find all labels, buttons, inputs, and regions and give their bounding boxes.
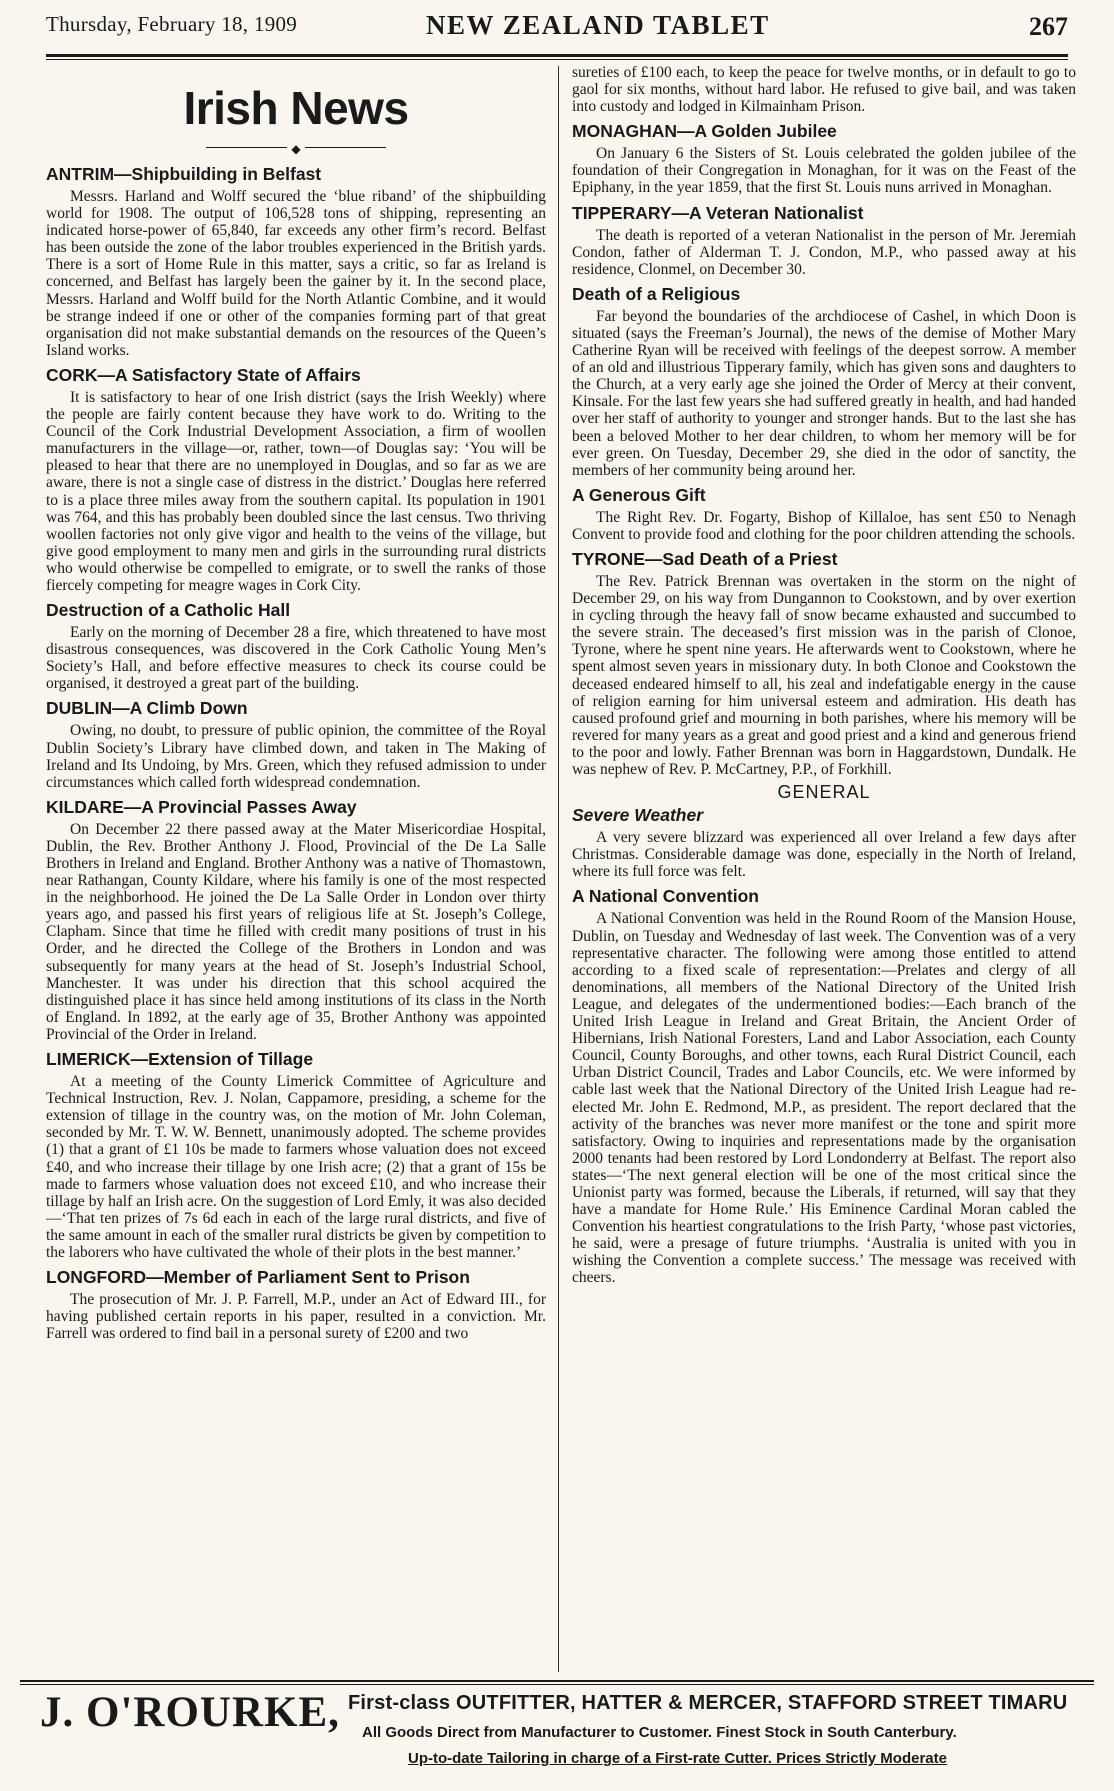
article-body: The Rev. Patrick Brennan was overtaken in the storm on the night of December 29, on his way from Dungannon to Cookstown, and by over exertion in cycling through the heavy fall of snow became exhausted and succumbed to the severe strain. The deceased’s first mission was in the parish of Clonoe, Tyrone, where he spent nine years. He afterwards went to Cookstown, where he spent almost seven years in missionary duty. In both Clonoe and Cookstown the deceased endeared himself to all, his zeal and indefatigable energy in the cause of religion earning for him universal esteem and admiration. His death has caused profound grief and mourning in both parishes, where his memory will be revered for many years as a great and good priest and a kind and generous friend to the poor and lowly. Father Brennan was born in Haggardstown, Dundalk. He was nephew of Rev. P. McCartney, P.P., of Forkhill.	[572, 572, 1076, 778]
article-body: On January 6 the Sisters of St. Louis celebrated the golden jubilee of the foundation of their Congregation in Monaghan, for it was on the Feast of the Epiphany, in the year 1859, that the first St. Louis nuns arrived in Monaghan.	[572, 145, 1076, 197]
paper-name: NEW ZEALAND TABLET	[426, 10, 770, 40]
column-divider	[558, 66, 559, 1672]
masthead-rule-thin	[46, 59, 1068, 60]
article-antrim	[46, 164, 546, 359]
article-heading: DUBLIN—A Climb Down	[46, 698, 248, 719]
title-ornament	[46, 140, 546, 154]
article-body: A National Convention was held in the Round Room of the Mansion House, Dublin, on Tuesday and Wednesday of last week. The Convention was of a very representative character. The following were among those entitled to attend according to a fixed scale of representation:—Prelates and clergy of all denominations, all members of the National Directory of the United Irish League, and delegates of the undermentioned bodies:—Each branch of the United Irish League in Ireland and Great Britain, the Ancient Order of Hibernians, Irish National Foresters, Land and Labor Association, each County Council, County Boroughs, and other towns, each Rural District Council, each Urban District Council, Trades and Labor Councils, etc. We were informed by cable last week that the National Directory of the United Irish League had re-elected Mr. John E. Redmond, M.P., as president. The report declared that the activity of the branches was never more manifest or the tone and spirit more satisfactory. Owing to inquiries and representations made by the organisation 2000 tenants had been restored by Lord Londonderry at Belfast. The report also states—‘The next general election will be one of the most critical since the Unionist party was formed, because the Liberals, if returned, will say that they have a mandate for Home Rule.’ His Eminence Cardinal Moran cabled the Convention his heartiest congratulations to the Irish Party, ‘whose past victories, he said, were a presage of future triumphs. ‘Australia is united with you in wishing the Convention a complete success.’ The message was received with cheers.	[572, 910, 1076, 1287]
page-number: 267	[1029, 12, 1068, 41]
article-tipperary	[572, 203, 1076, 278]
advertisement	[20, 1688, 1094, 1788]
article-heading: TYRONE—Sad Death of a Priest	[572, 548, 838, 569]
advert-line-3: Up-to-date Tailoring in charge of a First-rate Cutter. Prices Strictly Moderate	[408, 1750, 947, 1767]
article-limerick	[46, 1049, 546, 1261]
article-body: On December 22 there passed away at the Mater Misericordiae Hospital, Dublin, the Rev. Brother Anthony J. Flood, Provincial of the De La Salle Brothers in Ireland and England. Brother Anthony was a native of Thomastown, near Rathangan, County Kildare, where his family is one of the most respected in the neighborhood. He joined the De La Salle Order in London over thirty years ago, and passed his first years of religious life at St. Joseph’s College, Clapham. Since that time he filled with credit many positions of trust in his Order, and he directed the College of the Brothers in London and was subsequently for many years at the head of St. Joseph’s Industrial School, Manchester. It was under his direction that this school acquired the distinguished place it has since held among institutions of its class in the North of England. In 1892, at the early age of 35, Brother Anthony was appointed Provincial of the Order in Ireland.	[46, 820, 546, 1043]
article-cork	[46, 365, 546, 594]
article-body: A very severe blizzard was experienced all over Ireland a few days after Christmas. Considerable damage was done, especially in the North of Ireland, where its full force was felt.	[572, 829, 1076, 881]
article-body: It is satisfactory to hear of one Irish district (says the Irish Weekly) where the people are fairly content because they have work to do. Writing to the Council of the Cork Industrial Development Association, a firm of woollen manufacturers in the village—or, rather, town—of Douglas say: ‘You will be pleased to hear that there are no unemployed in Douglas, and so far as we are aware, there is not a single case of distress in the district.’ Douglas here referred to is a place three miles away from the southern capital. Its population in 1901 was 764, and this has probably been doubled since the last census. Two thriving woollen factories not only give vigor and health to the veins of the village, but give good employment to many men and girls in the surrounding rural districts who would otherwise be compelled to emigrate, or to swell the ranks of those fiercely competing for meagre wages in Cork City.	[46, 388, 546, 594]
article-body: The death is reported of a veteran Nationalist in the person of Mr. Jeremiah Condon, father of Alderman T. J. Condon, M.P., who passed away at his residence, Clonmel, on December 30.	[572, 226, 1076, 278]
article-catholic-hall	[46, 600, 546, 692]
article-body: The Right Rev. Dr. Fogarty, Bishop of Killaloe, has sent £50 to Nenagh Convent to provide food and clothing for the poor children attending the schools.	[572, 508, 1076, 543]
article-heading: LIMERICK—Extension of Tillage	[46, 1049, 314, 1070]
advert-rule	[20, 1680, 1094, 1682]
article-heading: A National Convention	[572, 886, 759, 907]
article-heading: Destruction of a Catholic Hall	[46, 600, 291, 621]
article-heading: Severe Weather	[572, 805, 704, 826]
column-title: Irish News	[183, 82, 409, 134]
left-column	[46, 64, 546, 1676]
article-heading: KILDARE—A Provincial Passes Away	[46, 796, 357, 817]
article-dublin	[46, 698, 546, 790]
article-heading: MONAGHAN—A Golden Jubilee	[572, 121, 837, 142]
article-severe-weather	[572, 805, 1076, 880]
article-body: Owing, no doubt, to pressure of public opinion, the committee of the Royal Dublin Society’s Library have climbed down, and taken in The Making of Ireland and Its Undoing, by Mrs. Green, which they refused admission to under circumstances which called forth widespread condemnation.	[46, 722, 546, 791]
article-generous-gift	[572, 485, 1076, 543]
article-body: Far beyond the boundaries of the archdiocese of Cashel, in which Doon is situated (says the Freeman’s Journal), the news of the demise of Mother Mary Catherine Ryan will be received with feelings of the deepest sorrow. A member of an old and illustrious Tipperary family, which has given sons and daughters to the Church, at a very early age she joined the Order of Mercy at their convent, Kinsale. For the last few years she had suffered greatly in health, and had handed over her staff of authority to younger and stronger hands. But to the last she has been a beloved Mother to her dear children, to whom her memory will be for ever green. On Tuesday, December 29, she died in the odor of sanctity, the members of her community being around her.	[572, 307, 1076, 479]
article-heading: ANTRIM—Shipbuilding in Belfast	[46, 164, 322, 184]
right-column	[572, 64, 1076, 1676]
article-heading: LONGFORD—Member of Parliament Sent to Prison	[46, 1267, 470, 1288]
masthead	[46, 10, 1068, 50]
article-monaghan	[572, 121, 1076, 196]
article-longford-continued	[572, 64, 1076, 115]
advert-line-2: All Goods Direct from Manufacturer to Customer. Finest Stock in South Canterbury.	[362, 1724, 957, 1741]
advert-line-1: First-class OUTFITTER, HATTER & MERCER, STAFFORD STREET TIMARU	[348, 1692, 1068, 1714]
article-body: Early on the morning of December 28 a fire, which threatened to have most disastrous consequences, was discovered in the Cork Catholic Young Men’s Society’s Hall, and before effective measures to check its course could be organised, it destroyed a great part of the building.	[46, 624, 546, 693]
article-death-of-religious	[572, 284, 1076, 479]
diamond-ornament-icon: ◆	[287, 142, 304, 156]
masthead-rule	[46, 54, 1068, 57]
article-body: Messrs. Harland and Wolff secured the ‘blue riband’ of the shipbuilding world for 1908. The output of 106,528 tons of shipping, representing an indicated horse-power of 65,840, far exceeds any other firm’s record. Belfast has been outside the zone of the labor troubles experienced in the British yards. There is a sort of Home Rule in this matter, says a critic, so far as Ireland is concerned, and Belfast has largely been the gainer by it. In the second place, Messrs. Harland and Wolff build for the North Atlantic Combine, and it would be strange indeed if one or other of the companies forming part of that great organisation did not make substantial demands on the resources of the Queen’s Island works.	[46, 188, 546, 359]
issue-date: Thursday, February 18, 1909	[46, 12, 298, 36]
article-heading: CORK—A Satisfactory State of Affairs	[46, 364, 361, 385]
article-body: The prosecution of Mr. J. P. Farrell, M.P., under an Act of Edward III., for having published certain reports in his paper, resulted in a conviction. Mr. Farrell was ordered to find bail in a personal surety of £200 and two	[46, 1291, 546, 1343]
article-kildare	[46, 797, 546, 1043]
advert-brand: J. O'ROURKE,	[40, 1689, 340, 1736]
article-body: At a meeting of the County Limerick Committee of Agriculture and Technical Instruction, Rev. J. Nolan, Cappamore, presiding, a scheme for the extension of tillage in the country was, on the motion of Mr. John Coleman, seconded by Mr. T. W. W. Bennett, unanimously adopted. The scheme provides (1) that a grant of £1 10s be made to farmers whose valuation does not exceed £40, and who increase their tillage by one Irish acre; (2) that a grant of 15s be made to farmers whose valuation does not exceed £10, and who increase their tillage by half an Irish acre. On the suggestion of Lord Emly, it was also decided—‘That ten prizes of 7s 6d each in each of the large rural districts, and five of the same amount in each of the smaller rural districts be given by competition to the laborers who have cultivated the whole of their plots in the best manner.’	[46, 1073, 546, 1261]
general-heading: GENERAL	[777, 782, 871, 803]
article-body: sureties of £100 each, to keep the peace for twelve months, or in default to go to gaol for six months, without hard labor. He refused to give bail, and was taken into custody and lodged in Kilmainham Prison.	[572, 64, 1076, 116]
article-tyrone	[572, 549, 1076, 778]
article-national-convention	[572, 886, 1076, 1286]
article-longford	[46, 1267, 546, 1342]
article-heading: Death of a Religious	[572, 283, 741, 304]
article-heading: A Generous Gift	[572, 484, 706, 505]
advert-rule-thin	[20, 1684, 1094, 1685]
article-heading: TIPPERARY—A Veteran Nationalist	[572, 202, 864, 223]
